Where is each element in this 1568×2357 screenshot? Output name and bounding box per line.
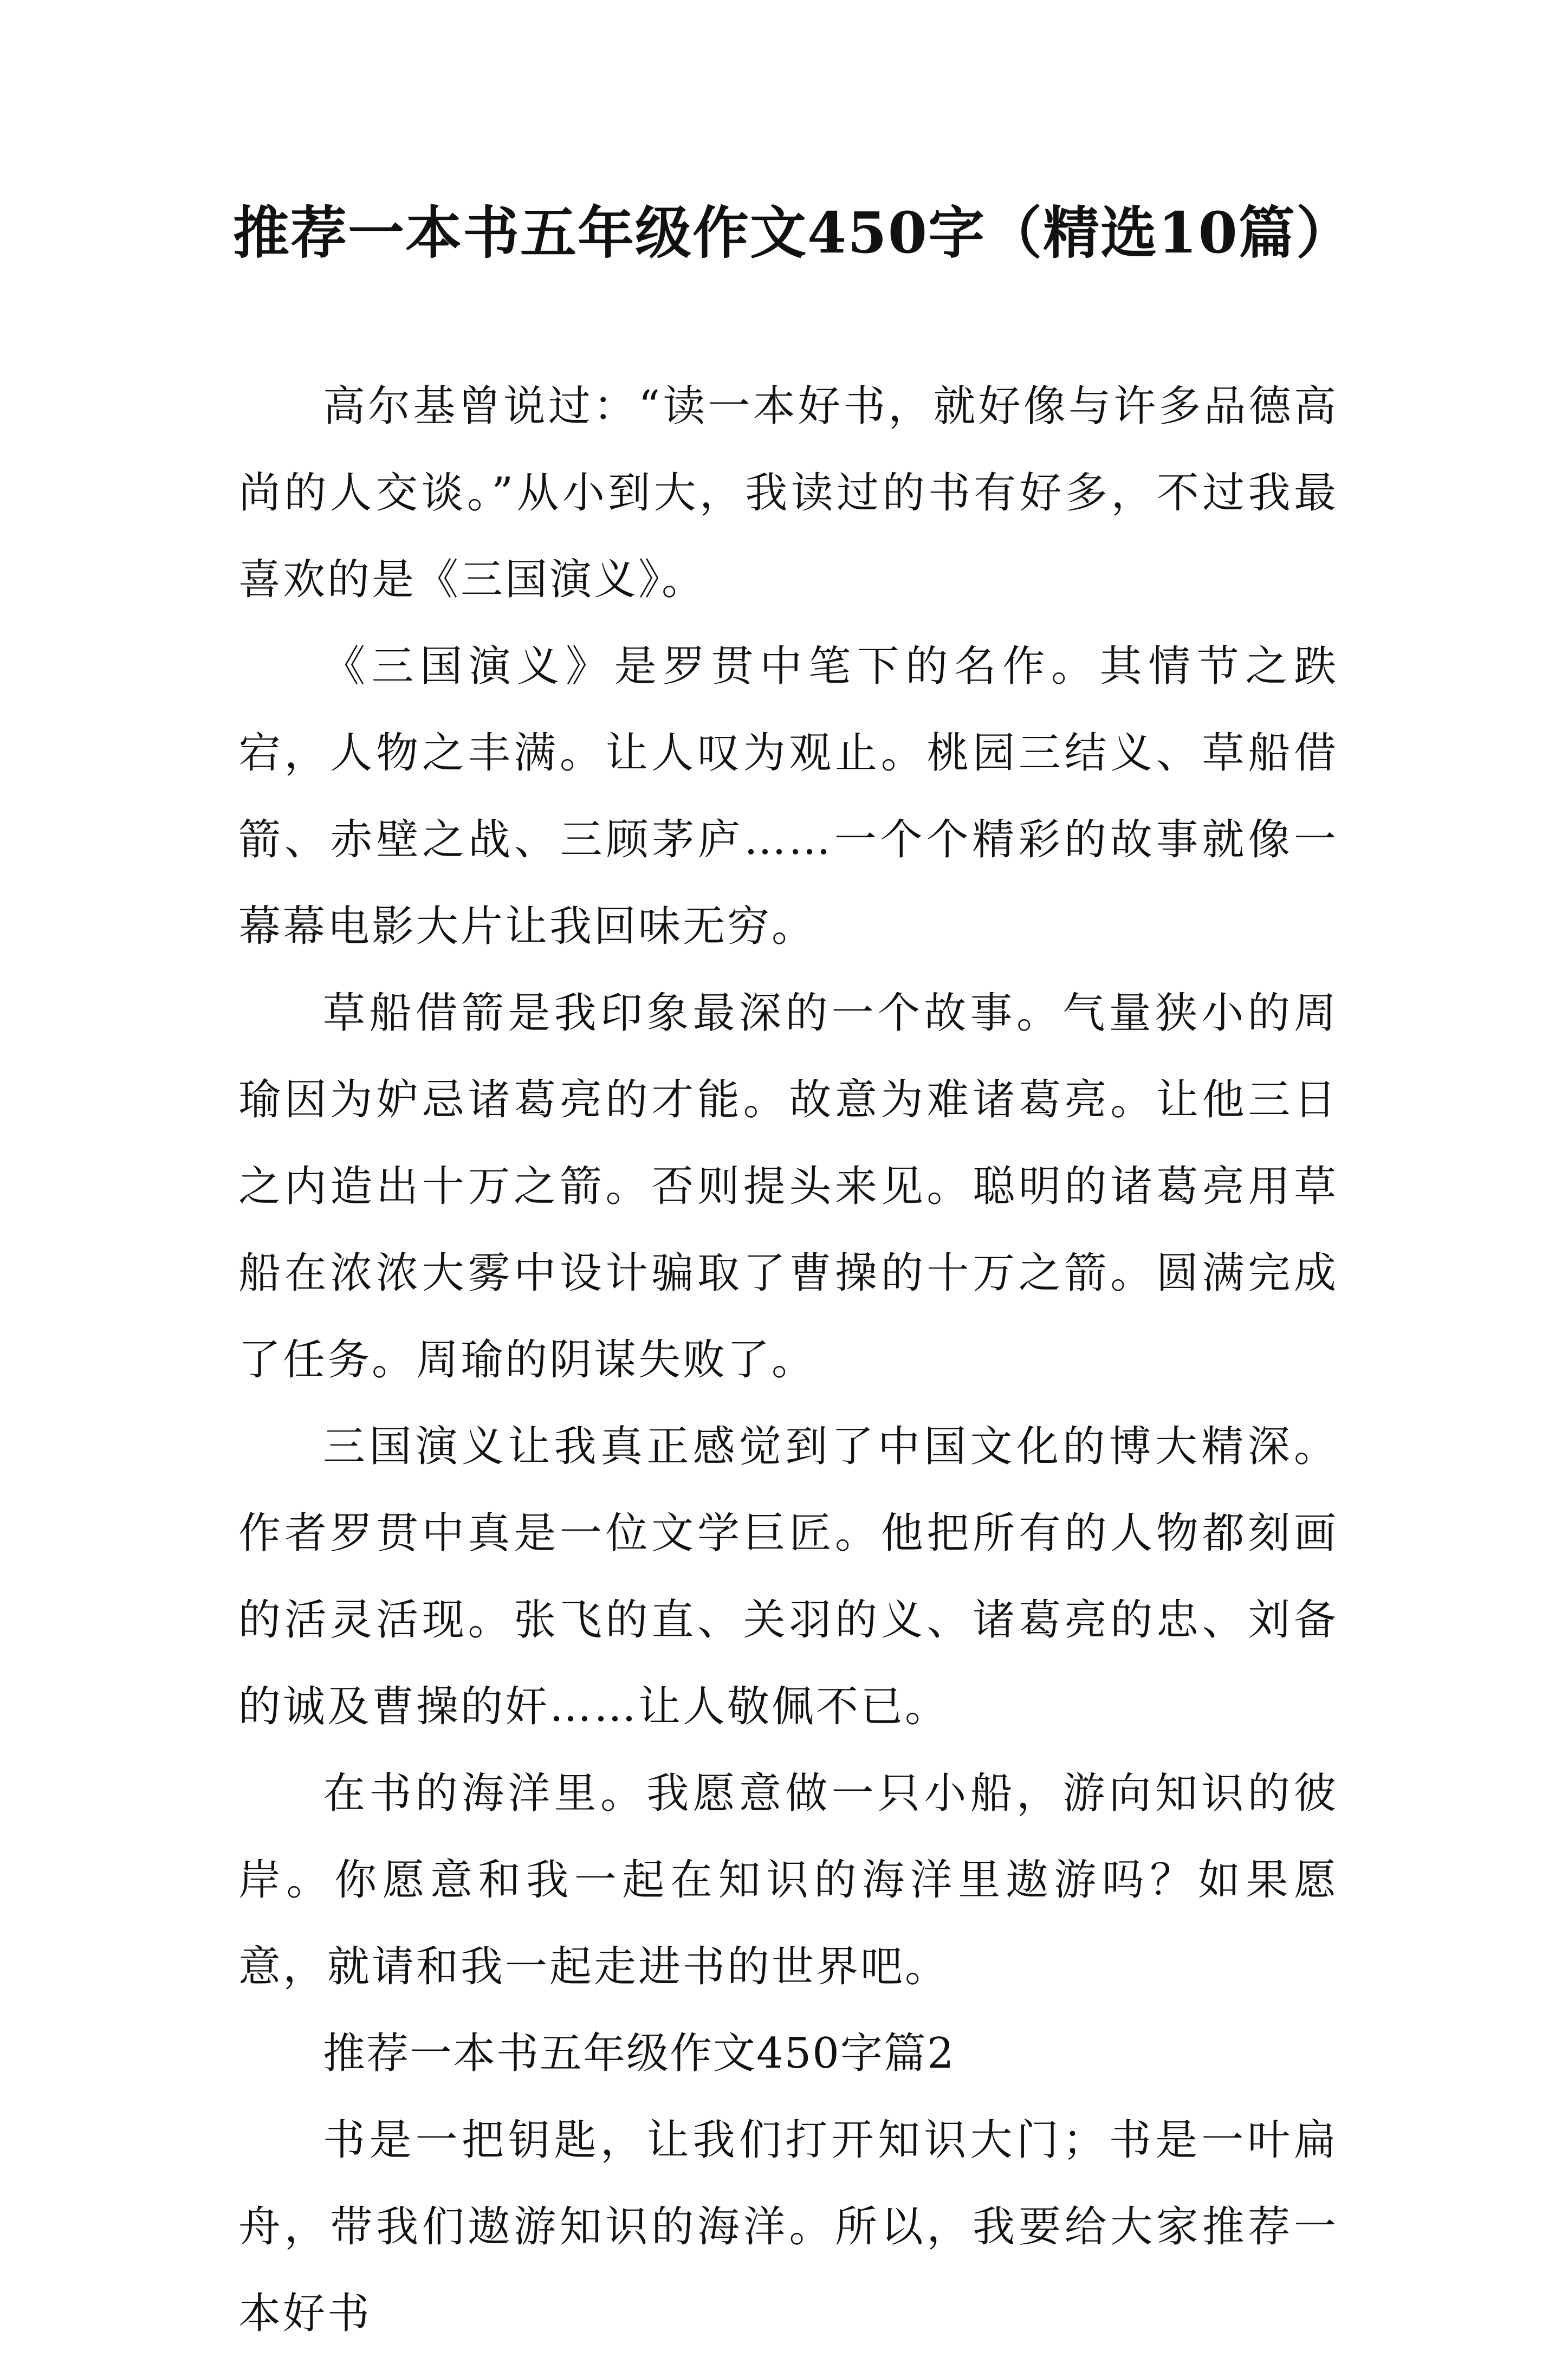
paragraph-2: 《三国演义》是罗贯中笔下的名作。其情节之跌宕，人物之丰满。让人叹为观止。桃园三结义、草船借箭、赤壁之战、三顾茅庐……一个个精彩的故事就像一幕幕电影大片让我回味无穷。 (238, 642, 1338, 951)
paragraph-6: 书是一把钥匙，让我们打开知识大门；书是一叶扁舟，带我们遨游知识的海洋。所以，我要给大家推荐一本好书 (238, 2116, 1338, 2338)
section-heading-2: 推荐一本书五年级作文450字篇2 (323, 2029, 955, 2078)
paragraph-5: 在书的海洋里。我愿意做一只小船，游向知识的彼岸。你愿意和我一起在知识的海洋里遨游吗？如果愿意，就请和我一起走进书的世界吧。 (238, 1769, 1338, 1991)
document-title: 推荐一本书五年级作文450字（精选10篇） (233, 199, 1353, 266)
paragraph-3: 草船借箭是我印象最深的一个故事。气量狭小的周瑜因为妒忌诸葛亮的才能。故意为难诸葛亮。让他三日之内造出十万之箭。否则提头来见。聪明的诸葛亮用草船在浓浓大雾中设计骗取了曹操的十万之箭。圆满完成了任务。周瑜的阴谋失败了。 (238, 989, 1338, 1384)
paragraph-4: 三国演义让我真正感觉到了中国文化的博大精深。作者罗贯中真是一位文学巨匠。他把所有的人物都刻画的活灵活现。张飞的直、关羽的义、诸葛亮的忠、刘备的诚及曹操的奸……让人敬佩不已。 (238, 1422, 1338, 1731)
paragraph-1: 高尔基曾说过：“读一本好书，就好像与许多品德高尚的人交谈。”从小到大，我读过的书有好多，不过我最喜欢的是《三国演义》。 (238, 382, 1338, 604)
document-body (238, 363, 1338, 2357)
